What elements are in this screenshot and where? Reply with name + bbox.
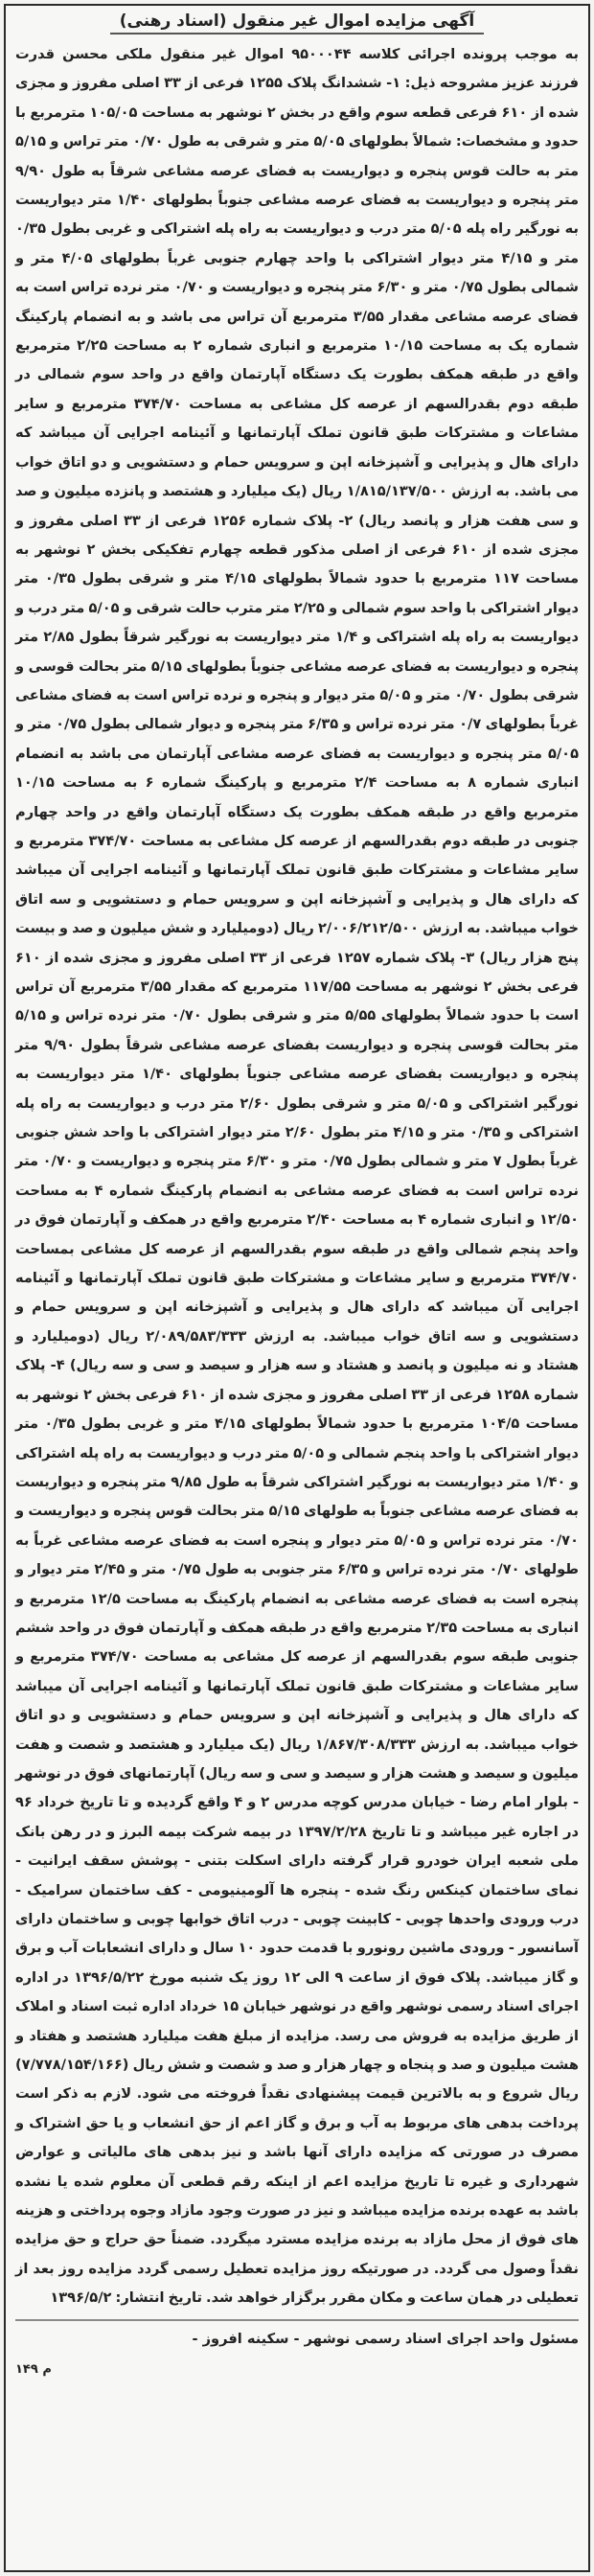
notice-code: م ۱۴۹: [15, 2361, 52, 2377]
auction-notice: [4, 4, 590, 2572]
notice-footer: [15, 2325, 579, 2384]
title-wrap: [15, 12, 579, 34]
notice-title: آگهی مزایده اموال غیر منقول (اسناد رهنی): [110, 12, 484, 34]
separator-line: [15, 2319, 579, 2321]
notice-body-paragraph: به موجب پرونده اجرائی کلاسه ۹۵۰۰۰۴۴ اموال غیر منقول ملکی محسن قدرت فرزند عزیز مشروحه ذیل: ۱- ششدانگ پلاک ۱۲۵۵ فرعی از ۳۳ اصلی مفروز و مجزی شده از ۶۱۰ فرعی قطعه سوم واقع در بخش ۲ نوشهر به مساحت ۱۰۵/۰۵ مترمربع با حدود و مشخصات: شمالاً بطولهای ۵/۰۵ متر و شرقی به طول ۰/۷۰ متر تراس و ۵/۱۵ متر به حالت قوس پنجره و دیواریست به فضای عرصه مشاعی شرقاً به طول ۹/۹۰ متر پنجره و دیواریست به فضای عرصه مشاعی جنوباً بطولهای ۱/۴۰ متر دیواریست به نورگیر راه پله ۵/۰۵ متر درب و دیواریست به راه پله اشتراکی و غربی بطول ۰/۳۵ متر و ۴/۱۵ متر دیوار اشتراکی با واحد چهارم جنوبی غرباً بطولهای ۴/۰۵ متر و شمالی بطول ۰/۷۵ متر و ۶/۳۰ متر پنجره و دیواریست و ۰/۷۰ متر نرده تراس است به فضای عرصه مشاعی مقدار ۳/۵۵ مترمربع آن تراس می باشد و به انضمام پارکینگ شماره یک به مساحت ۱۰/۱۵ مترمربع و انباری شماره ۲ به مساحت ۲/۲۵ مترمربع واقع در طبقه همکف بطورت یک دستگاه آپارتمان واقع در واحد سوم شمالی در طبقه دوم بقدرالسهم از عرصه کل مشاعی به مساحت ۳۷۴/۷۰ مترمربع و سایر مشاعات و مشترکات طبق قانون تملک آپارتمانها و آئینامه اجرایی آن میباشد که دارای هال و پذیرایی و آشپزخانه اپن و سرویس حمام و دستشویی و دو اتاق خواب می باشد. به ارزش ۱/۸۱۵/۱۳۷/۵۰۰ ریال (یک میلیارد و هشتصد و پانزده میلیون و صد و سی هفت هزار و پانصد ریال) ۲- پلاک شماره ۱۲۵۶ فرعی از ۳۳ اصلی مفروز و مجزی شده از ۶۱۰ فرعی از اصلی مذکور قطعه چهارم تفکیکی بخش ۲ نوشهر به مساحت ۱۱۷ مترمربع با حدود شمالاً بطولهای ۴/۱۵ متر و شرقی بطول ۰/۳۵ متر دیوار اشتراکی با واحد سوم شمالی و ۲/۲۵ متر مترب حالت شرقی و ۵/۰۵ متر درب و دیواریست به راه پله اشتراکی و ۱/۴ متر دیواریست به نورگیر شرقاً بطول ۲/۸۵ متر پنجره و دیواریست به فضای عرصه مشاعی جنوباً بطولهای ۵/۱۵ متر بحالت قوسی و شرقی بطول ۰/۷۰ متر و ۵/۰۵ متر دیوار و پنجره و نرده تراس است به فضای مشاعی غرباً بطولهای ۰/۷ متر نرده تراس و ۶/۳۵ متر پنجره و دیوار شمالی بطول ۰/۷۵ متر و ۵/۰۵ متر پنجره و دیواریست به فضای عرصه مشاعی آپارتمان می باشد به انضمام انباری شماره ۸ به مساحت ۲/۴ مترمربع و پارکینگ شماره ۶ به مساحت ۱۰/۱۵ مترمربع واقع در طبقه همکف بطورت یک دستگاه آپارتمان واقع در واحد چهارم جنوبی در طبقه دوم بقدرالسهم از عرصه کل مشاعی به مساحت ۳۷۴/۷۰ مترمربع و سایر مشاعات و مشترکات طبق قانون تملک آپارتمانها و آئینامه اجرایی آن میباشد که دارای هال و پذیرایی و آشپزخانه اپن و سرویس حمام و دستشویی و سه اتاق خواب میباشد. به ارزش ۲/۰۰۶/۲۱۲/۵۰۰ ریال (دومیلیارد و شش میلیون و صد و بیست پنج هزار ریال) ۳- پلاک شماره ۱۲۵۷ فرعی از ۳۳ اصلی مفروز و مجزی شده از ۶۱۰ فرعی بخش ۲ نوشهر به مساحت ۱۱۷/۵۵ مترمربع که مقدار ۳/۵۵ مترمربع آن تراس است با حدود شمالاً بطولهای ۵/۵۵ متر و شرقی بطول ۰/۷۰ متر نرده تراس و ۵/۱۵ متر بحالت قوسی پنجره و دیواریست بفضای عرصه مشاعی شرقاً بطول ۹/۹۰ متر پنجره و دیواریست بفضای عرصه مشاعی جنوباً بطولهای ۱/۴۰ متر دیواریست به نورگیر اشتراکی و ۵/۰۵ متر و شرقی بطول ۲/۶۰ متر درب و دیواریست به راه پله اشتراکی و ۰/۳۵ متر و ۴/۱۵ متر بطول ۲/۶۰ متر دیوار اشتراکی با واحد شش جنوبی غرباً بطول ۷ متر و شمالی بطول ۰/۷۵ متر و ۶/۳۰ متر پنجره و دیواریست و ۰/۷۰ متر نرده تراس است به فضای عرصه مشاعی به انضمام پارکینگ شماره ۴ به مساحت ۱۲/۵۰ و انباری شماره ۴ به مساحت ۲/۴۰ مترمربع واقع در همکف و آپارتمان فوق در واحد پنجم شمالی واقع در طبقه سوم بقدرالسهم از عرصه کل مشاعی بمساحت ۳۷۴/۷۰ مترمربع و سایر مشاعات و مشترکات طبق قانون تملک آپارتمانها و آئینامه اجرایی آن میباشد که دارای هال و پذیرایی و آشپزخانه اپن و سرویس حمام و دستشویی و سه اتاق خواب میباشد. به ارزش ۲/۰۸۹/۵۸۳/۳۳۳ ریال (دومیلیارد و هشتاد و نه میلیون و پانصد و هشتاد و سه هزار و سیصد و سی و سه ریال) ۴- پلاک شماره ۱۲۵۸ فرعی از ۳۳ اصلی مفروز و مجزی شده از ۶۱۰ فرعی بخش ۲ نوشهر به مساحت ۱۰۴/۵ مترمربع با حدود شمالاً بطولهای ۴/۱۵ متر و غربی بطول ۰/۳۵ متر دیوار اشتراکی با واحد پنجم شمالی و ۵/۰۵ متر درب و دیواریست به راه پله اشتراکی و ۱/۴۰ متر دیواریست به نورگیر اشتراکی شرقاً به طول ۹/۸۵ متر پنجره و دیواریست به فضای عرصه مشاعی جنوباً به طولهای ۵/۱۵ متر بحالت قوس پنجره و دیواریست و ۰/۷۰ متر نرده تراس و ۵/۰۵ متر دیوار و پنجره است به فضای عرصه مشاعی غرباً به طولهای ۰/۷۰ متر نرده تراس و ۶/۳۵ متر جنوبی به طول ۰/۷۵ متر و ۲/۴۵ متر دیوار و پنجره است به فضای عرصه مشاعی به انضمام پارکینگ به مساحت ۱۲/۵ مترمربع و انباری به مساحت ۲/۳۵ مترمربع واقع در طبقه همکف و آپارتمان فوق در واحد ششم جنوبی طبقه سوم بقدرالسهم از عرصه کل مشاعی به مساحت ۳۷۴/۷۰ مترمربع و سایر مشاعات و مشترکات طبق قانون تملک آپارتمانها و آئینامه اجرایی آن میباشد که دارای هال و پذیرایی و آشپزخانه اپن و سرویس حمام و دستشویی و دو اتاق خواب میباشد. به ارزش ۱/۸۶۷/۳۰۸/۳۳۳ ریال (یک میلیارد و هشتصد و شصت و هفت میلیون و سیصد و هشت هزار و سیصد و سی و سه ریال) آپارتمانهای فوق در نوشهر - بلوار امام رضا - خیابان مدرس کوچه مدرس ۲ و ۴ واقع گردیده و تا تاریخ خرداد ۹۶ در اجاره غیر میباشد و تا تاریخ ۱۳۹۷/۲/۲۸ در بیمه شرکت بیمه البرز و در رهن بانک ملی شعبه ایران خودرو قرار گرفته دارای اسکلت بتنی - پوشش سقف ایرانیت - نمای ساختمان کینکس رنگ شده - پنجره ها آلومینیومی - کف ساختمان سرامیک - درب ورودی واحدها چوبی - کابینت چوبی - درب اتاق خوابها چوبی و ساختمان دارای آسانسور - ورودی ماشین رونورو با قدمت حدود ۱۰ سال و دارای انشعابات آب و برق و گاز میباشد. پلاک فوق از ساعت ۹ الی ۱۲ روز یک شنبه مورخ ۱۳۹۶/۵/۲۲ در اداره اجرای اسناد رسمی نوشهر واقع در نوشهر خیابان ۱۵ خرداد اداره ثبت اسناد و املاک از طریق مزایده به فروش می رسد. مزایده از مبلغ هفت میلیارد هشتصد و هفتاد و هشت میلیون و صد و پنجاه و چهار هزار و صد و شصت و شش ریال (۷/۷۷۸/۱۵۴/۱۶۶) ریال شروع و به بالاترین قیمت پیشنهادی نقداً فروخته می شود. لازم به ذکر است پرداخت بدهی های مربوط به آب و برق و گاز اعم از حق انشعاب و یا حق اشتراک و مصرف در صورتی که مزایده دارای آنها باشد و نیز بدهی های مالیاتی و عوارض شهرداری و غیره تا تاریخ مزایده اعم از اینکه رقم قطعی آن معلوم شده یا نشده باشد به عهده برنده مزایده میباشد و نیز در صورت وجود مازاد وجوه پرداختی و هزینه های فوق از محل مازاد به برنده مزایده مسترد میگردد. ضمناً حق حراج و حق مزایده نقداً وصول می گردد. در صورتیکه روز مزایده تعطیل رسمی گردد مزایده روز بعد از تعطیلی در همان ساعت و مکان مقرر برگزار خواهد شد. تاریخ انتشار: ۱۳۹۶/۵/۲: [15, 46, 580, 2307]
signature-line: مسئول واحد اجرای اسناد رسمی نوشهر - سکینه افروز -: [192, 2330, 579, 2347]
